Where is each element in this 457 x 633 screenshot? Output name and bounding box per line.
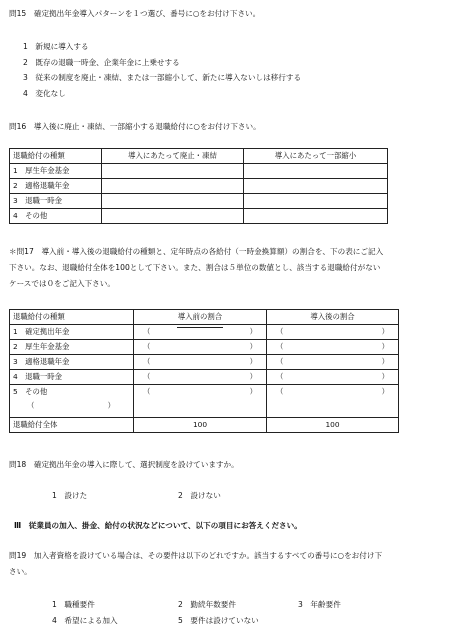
abolish-cell[interactable] — [102, 179, 244, 194]
before-ratio-cell[interactable] — [134, 370, 267, 385]
q19-option-5[interactable]: 5 要件は設けていない — [178, 616, 259, 625]
header-cell: 導入にあたって廃止・凍結 — [102, 149, 244, 164]
row-label: 5 その他 — [13, 387, 48, 396]
abolish-cell[interactable] — [102, 164, 244, 179]
after-ratio-cell[interactable] — [267, 355, 399, 370]
table-row — [10, 385, 399, 418]
paren-open: （ — [276, 327, 284, 336]
total-after: 100 — [267, 418, 399, 433]
q18-option-2[interactable]: 2 設けない — [178, 491, 221, 500]
table-row — [10, 325, 399, 340]
dash-line — [177, 327, 223, 337]
table-row — [10, 164, 388, 179]
table-total-row — [10, 418, 399, 433]
paren-close: ） — [381, 327, 389, 336]
table-row — [10, 340, 399, 355]
abolish-cell[interactable] — [102, 209, 244, 224]
before-ratio-cell[interactable] — [134, 325, 267, 340]
paren-open: （ — [276, 342, 284, 351]
reduce-cell[interactable] — [244, 194, 388, 209]
row-label: 4 その他 — [10, 209, 102, 224]
header-cell: 導入後の割合 — [267, 310, 399, 325]
total-before: 100 — [134, 418, 267, 433]
row-label: 3 退職一時金 — [10, 194, 102, 209]
paren-close: ） — [107, 401, 115, 410]
row-label-other — [10, 385, 134, 418]
q18-title: 問18 確定拠出年金の導入に際して、選択制度を設けていますか。 — [9, 460, 239, 469]
section-heading: Ⅲ 従業員の加入、掛金、給付の状況などについて、以下の項目にお答えください。 — [14, 521, 302, 530]
paren-open: （ — [27, 401, 35, 410]
q19-line-1: 問19 加入者資格を設けている場合は、その要件は以下のどれですか。該当するすべての番号に○をお付け下 — [9, 551, 383, 560]
before-ratio-cell[interactable] — [134, 355, 267, 370]
row-label: 1 確定拠出年金 — [10, 325, 134, 340]
before-ratio-cell[interactable] — [134, 340, 267, 355]
reduce-cell[interactable] — [244, 179, 388, 194]
other-specify-field[interactable] — [13, 397, 115, 411]
paren-open: （ — [143, 342, 151, 351]
paren-close: ） — [249, 372, 257, 381]
q15-option-1[interactable]: 1 新規に導入する — [23, 42, 89, 51]
q19-option-2[interactable]: 2 勤続年数要件 — [178, 600, 236, 609]
reduce-cell[interactable] — [244, 164, 388, 179]
table-header-row — [10, 310, 399, 325]
q19-option-3[interactable]: 3 年齢要件 — [298, 600, 341, 609]
q15-option-3[interactable]: 3 従来の制度を廃止・凍結、または一部縮小して、新たに導入ないしは移行する — [23, 73, 302, 82]
row-label: 4 退職一時金 — [10, 370, 134, 385]
paren-close: ） — [381, 342, 389, 351]
row-label: 2 厚生年金基金 — [10, 340, 134, 355]
after-ratio-cell[interactable] — [267, 325, 399, 340]
paren-close: ） — [381, 372, 389, 381]
paren-open: （ — [143, 387, 151, 396]
header-cell: 退職給付の種類 — [10, 310, 134, 325]
table-row — [10, 179, 388, 194]
row-label: 3 適格退職年金 — [10, 355, 134, 370]
q15-option-2[interactable]: 2 既存の退職一時金、企業年金に上乗せする — [23, 58, 180, 67]
table-header-row — [10, 149, 388, 164]
q15-title: 問15 確定拠出年金導入パターンを１つ選び、番号に○をお付け下さい。 — [9, 9, 261, 18]
q17-line-2: 下さい。なお、退職給付全体を100として下さい。また、割合は５単位の数値とし、該当する退職給付がない — [9, 263, 381, 272]
paren-close: ） — [381, 357, 389, 366]
after-ratio-cell[interactable] — [267, 370, 399, 385]
q19-option-4[interactable]: 4 希望による加入 — [52, 616, 118, 625]
paren-open: （ — [276, 357, 284, 366]
paren-open: （ — [143, 357, 151, 366]
paren-open: （ — [143, 372, 151, 381]
paren-close: ） — [249, 357, 257, 366]
paren-open: （ — [276, 387, 284, 396]
q18-option-1[interactable]: 1 設けた — [52, 491, 88, 500]
paren-close: ） — [381, 387, 389, 396]
q17-line-1: ＊問17 導入前・導入後の退職給付の種類と、定年時点の各給付（一時金換算額）の割合を、下の表にご記入 — [9, 247, 384, 256]
row-label: 1 厚生年金基金 — [10, 164, 102, 179]
header-cell: 退職給付の種類 — [10, 149, 102, 164]
after-ratio-cell[interactable] — [267, 385, 399, 418]
q15-option-4[interactable]: 4 変化なし — [23, 89, 66, 98]
header-cell: 導入前の割合 — [134, 310, 267, 325]
paren-close: ） — [249, 327, 257, 336]
q17-line-3: ケースでは０をご記入下さい。 — [9, 279, 115, 288]
after-ratio-cell[interactable] — [267, 340, 399, 355]
abolish-cell[interactable] — [102, 194, 244, 209]
table-row — [10, 355, 399, 370]
paren-open: （ — [143, 327, 151, 336]
paren-open: （ — [276, 372, 284, 381]
before-ratio-cell[interactable] — [134, 385, 267, 418]
row-label: 2 適格退職年金 — [10, 179, 102, 194]
table-row — [10, 194, 388, 209]
table-row — [10, 370, 399, 385]
q19-option-1[interactable]: 1 職種要件 — [52, 600, 95, 609]
paren-close: ） — [249, 342, 257, 351]
q16-table — [9, 148, 388, 224]
paren-close: ） — [249, 387, 257, 396]
q17-table — [9, 309, 399, 433]
q16-title: 問16 導入後に廃止・凍結、一部縮小する退職給付に○をお付け下さい。 — [9, 122, 261, 131]
total-label: 退職給付全体 — [10, 418, 134, 433]
reduce-cell[interactable] — [244, 209, 388, 224]
q19-line-2: さい。 — [9, 567, 32, 576]
table-row — [10, 209, 388, 224]
header-cell: 導入にあたって一部縮小 — [244, 149, 388, 164]
